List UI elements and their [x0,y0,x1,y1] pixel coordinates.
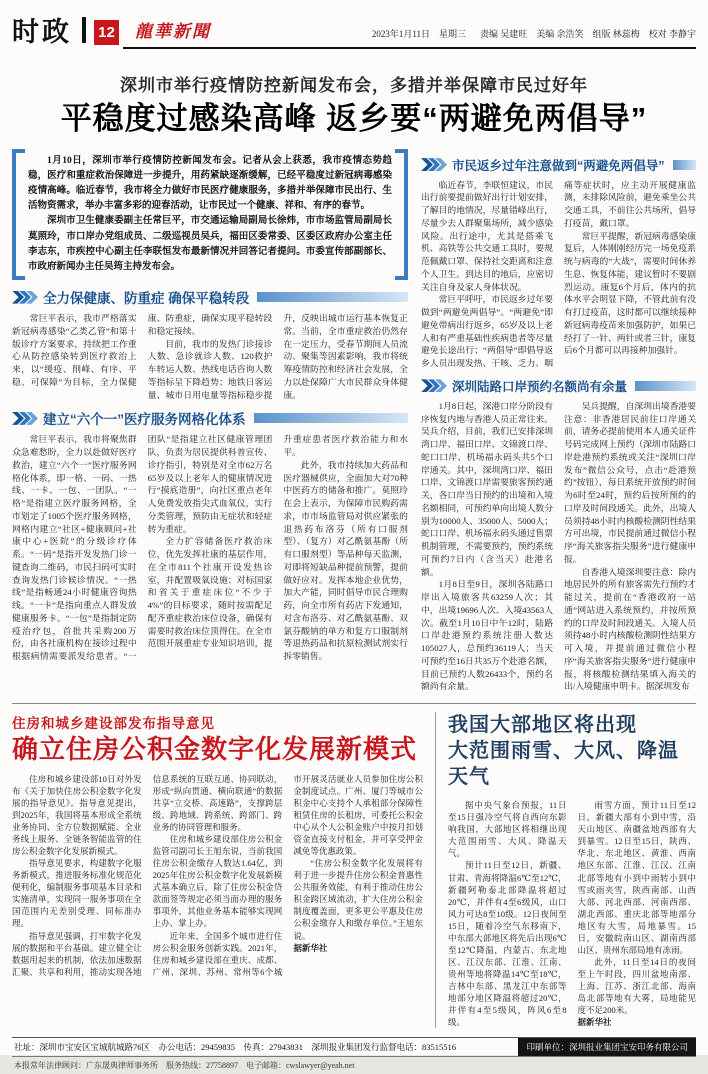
housing-kicker: 住房和城乡建设部发布指导意见 [12,716,215,732]
paragraph: 此外，我市持续加大药品和医疗器械供应，全面加大对70种中医药方的储备和推广。莫照玲在会上表示，为保障市民购药需求，市市场监管局对供应紧张的退热药布洛芬（所有口服剂型）、（复方）对乙酰氨基酚（所有口服剂型）等品种每天监测，对即将短缺品种提前预警，提前做好应对。发挥本地企业优势，加大产能，同时倡导市民合理购药，向全市所有药店下发通知，对含布洛芬、对乙酰氨基酚、双氯芬酸钠的单方和复方口服制剂等退热药品和抗原检测试剂实行拆零销售。 [283,459,408,662]
paragraph: 住房和城乡建设部10日对外发布《关于加快住房公积金数字化发展的指导意见》。指导意见提出，到2025年，我国将基本形成全系统业务协同、全方位数据赋能、全业务线上服务、全链条智能监管的住房公积金数字化发展新模式。 [12,773,142,857]
paragraph: 常巨平表示，我市将聚焦群众急难愁盼，全力以赴做好医疗救治，建立“六个一”医疗服务网格化体系，即一格、一码、一热线、一卡、一包、一团队。“一格”是指建立医疗服务网格，全市划定了1005个医疗服务网格，网格内建立“社区+健康顾问+社康中心+医院”的分级诊疗体系。“一码”是指开发发热门诊一键查询二维码，市民扫码可实时查询发热门诊候诊情况。“一热线”是指畅通24小时健康咨询热线。“一卡”是指向重点人群发放健康服务卡。“一包”是指制定防疫治疗包，首批共采购200万份，由各社康机构在接诊过程中根据病情需要派发给患者。“一团队”是指建立社区健康管理团队，负责为居民提供科普宣传、诊疗指引，特别是对全市62万名65岁及以上老年人的健康情况进行“摸底造册”，向社区重点老年人免费发放指尖式血氧仪，实行分类管理，预防由无症状和轻症转为重症。 [12,434,273,662]
lead-headline: 平稳度过感染高峰 返乡要“两避免两倡导” [60,101,648,136]
chevrons-icon [421,379,442,392]
date-line: 2023年1月11日 星期三 [371,29,466,39]
weather-body [448,799,696,1028]
section-rule [635,381,696,391]
paragraph: 常巨平呼吁，市民返乡过年要做到“两避免两倡导”。“两避免”即避免带病出行返乡，65岁及以上老人和有严重基础性疾病患者等尽量避免长途出行；“两倡导”即倡导返乡人员出现发热、干咳、乏力、咽痛等症状时，应主动开展健康监测，未排除风险前，避免乘坐公共交通工具，不前往公共场所，倡导打疫苗，戴口罩。 [421,179,696,369]
paragraph: 1月8日起，深港口岸分阶段有序恢复内地与香港人员正常往来。吴兵介绍，目前，我们已安排深圳湾口岸、福田口岸、文锦渡口岸、蛇口口岸、机场福永码头共5个口岸通关。其中，深圳湾口岸、福田口岸、文锦渡口岸需要旅客预约通关，各口岸当日预约的出境和入境名额相同，可预约单向出境人数分别为10000人、35000人、5000人；蛇口口岸、机场福永码头通过售票机制管理，不需要预约，预约系统可预约7日内（含当天）赴港名额。 [421,400,553,577]
section-body-health [12,312,408,401]
paragraph: 常巨平表示，我市严格落实新冠病毒感染“乙类乙管”和第十版诊疗方案要求，持续把工作重心从防控感染转到医疗救治上来，以“缓疫、削峰、有序、平稳、可保障”为目标，全力保健康、防重症，确保实现平稳转段和稳定接续。 [12,313,273,387]
masthead-left [12,10,119,49]
chevrons-icon [12,291,33,304]
editor-credits: 责编 吴建旺 美编 余浩笑 组版 林蕊梅 校对 李静宇 [479,29,696,39]
lead-headline-block [10,71,698,137]
section-header-port [421,377,696,395]
section-body-travel [421,179,696,370]
lead-kicker: 深圳市举行疫情防控新闻发布会，多措并举保障市民过好年 [120,76,588,95]
paragraph: 指导意见要求，构建数字化服务新模式，推进服务标准化规范化便利化，编制服务事项基本目录和实施清单，实现同一服务事项在全国范围内无差别受理、同标准办理。 [12,858,142,929]
housing-body [12,773,423,978]
chevrons-icon [12,412,33,425]
main-right-column [421,149,696,694]
section-title: 全力保健康、防重症 确保平稳转段 [43,291,250,307]
housing-article [12,712,436,1028]
section-title: 深圳陆路口岸预约名额尚有余量 [452,379,628,394]
section-header-health [12,287,408,307]
main-left-column [12,149,408,694]
main-story [12,149,696,694]
weather-article [436,712,696,1028]
paragraph: “住房公积金数字化发展将有利于进一步提升住房公积金普惠性公共服务效能，有利于推动住房公积金跨区域流动，扩大住房公积金制度覆盖面，更多更公平惠及住房公积金缴存人和缴存单位。”王旭东说。 [293,858,423,941]
paragraph: 临近春节，李联恒建议，市民出行前要提前做好出行计划安排，了解目的地情况，尽量错峰出行，尽量少去人群聚集场所，减少感染风险。出行途中，尤其是搭乘飞机、高铁等公共交通工具时，要规范佩戴口罩、保持社交距离和注意个人卫生。到达目的地后，应密切关注自身及家人身体状况。 [421,179,553,292]
paragraph: 吴兵提醒，自深圳出境香港要注意：非香港居民前往口岸通关前，请务必提前使用本人通关证件号码完成网上预约（深圳市陆路口岸赴港预约系统或关注“深圳口岸发布”微信公众号，点击“赴港预约”按钮），每日系统开放预约时间为6时至24时，预约后按所预约的口岸及时间段通关。此外，出境人员须持48小时内核酸检测阴性结果方可出境，市民提前通过微信小程序“海关旅客指尖服务”进行健康申报。 [564,400,696,564]
masthead-right [123,23,696,49]
footer-contact-info: 社址：深圳市宝安区宝城航城路76区 办公电话：29459835 传真：27943831 深圳报业集团发行监督电话：83515516 [14,1042,457,1053]
page-footer [12,1037,696,1074]
paragraph: 近年来，全国多个城市进行住房公积金服务创新实践。2021年，住房和城乡建设部在重庆、成都、广州、深圳、苏州、常州等6个城市开展灵活就业人员参加住房公积金制度试点。广州、厦门等城市公积金中心支持个人承租部分保障性租赁住房的长租房，可委托公积金中心从个人公积金账户中按月扣划资金直接支付租金，并可享受押金减免等优惠政策。 [152,773,423,977]
paragraph: 据中央气象台预报，11日至15日强冷空气将自西向东影响我国，大部地区将相继出现大范围雨雪、大风、降温天气。 [448,800,567,859]
paragraph: 预计11日至12日，新疆、甘肃、青海将降温6℃至12℃，新疆阿勒泰北部降温将超过20℃，并伴有4至6级风，山口风力可达8至10级。12日夜间至15日，随着冷空气东移南下，中东部大部地区将先后出现6℃至12℃降温，内蒙古、东北地区、江汉东部、江淮、江南、贵州等地将降温14℃至18℃，吉林中东部、黑龙江中东部等地部分地区降温将超过20℃，并伴有4至5级风，阵风6至8级。 [448,860,567,1028]
paper-logo: 龍華新聞 [135,22,211,41]
paragraph: 目前，我市的发热门诊接诊人数、急诊就诊人数、120救护车转运人数、热线电话咨询人数等指标呈下降趋势；地铁日客运量、城市日用电量等指标稳步提升，反映出城市运行基本恢复正常。当前，全市重症救治仍然存在一定压力，受春节期间人员流动、聚集等因素影响，我市将统筹疫情防控和经济社会发展，全力以赴保障广大市民群众身体健康。 [147,313,408,400]
bottom-articles [12,703,696,1028]
byline: 据新华社 [577,1017,612,1028]
masthead-divider [82,17,86,43]
paragraph: 住房和城乡建设部住房公积金监管司副司长王旭东说，当前我国住房公积金缴存人数达1.64亿，到2025年住房公积金数字化发展新模式基本确立后，除了住房公积金贷款面签等规定必须当面办理的服务事项外，其他业务基本能够实现网上办、掌上办。 [152,834,283,929]
paragraph: 雨雪方面，预计11日至12日，新疆大部有小到中雪，沿天山地区、南疆盆地西部有大到暴雪。12日至15日，陕西、华北、东北地区、黄淮、西南地区东部、江淮、江汉、江南北部等地有小到中雨转小到中雪或雨夹雪，陕西南部、山西大部、河北西部、河南西部、湖北西部、重庆北部等地部分地区有大雪，局地暴雪。15日，安徽皖南山区、湖南西部山区、贵州东部局地有冻雨。 [577,800,696,955]
paragraph: 全力扩容储备医疗救治床位，优先发挥社康的基层作用，在全市811个社康开设发热诊室，并配置吸氧设施；对标国家和省关于重症床位“不少于4%”的目标要求，随时按需配足配齐重症救治床位设备，确保有需要时救治床位顶得住。在全市范围开展重症专业知识培训，提升重症患者医疗救治能力和水平。 [147,434,408,649]
section-body-port [421,400,696,693]
footer-row-1 [12,1037,696,1057]
masthead [0,0,708,49]
weather-headline-line2: 大范围雨雪、大风、降温天气 [448,740,679,789]
paragraph: 自香港入境深圳要注意：除内地居民外的所有旅客需先行预约才能过关，提前在“香港政府一站通”网站进入系统预约，并按所预约的口岸及时间段通关。入境人员须持48小时内核酸检测阴性结果方可入境，并提前通过微信小程序“海关旅客指尖服务”进行健康申报，将核酸检测结果填入海关的出/入境健康申明卡。据深圳发布 [564,566,696,692]
section-rule [257,292,408,302]
paragraph: 指导意见强调，打牢数字化发展的数据和平台基础。建立健全让数据用起来的机制，依法加速数据汇聚、共享和利用，推动实现各地信息系统的互联互通、协同联动，形成“纵向贯通、横向联通”的数据共享“立交桥、高速路”，支撑跨层级、跨地域、跨系统、跨部门、跨业务的协同管理和服务。 [12,773,283,977]
section-header-grid [12,408,408,428]
byline: 据新华社 [293,942,328,953]
section-body-grid [12,433,408,663]
section-rule [673,160,696,170]
section-title: 市民返乡过年注意做到“两避免两倡导” [452,158,665,173]
paragraph: 常巨平提醒，新冠病毒感染康复后，人体刚刚经历完一场免疫系统与病毒的“大战”，需要时间休养生息、恢复体能，建议暂时不要剧烈运动。康复6个月后，体内的抗体水平会明显下降，不管此前有没有打过疫苗，这时都可以继续接种新冠病毒疫苗来加强防护，如果已经打了一针、两针或者三针，康复后6个月都可以再接种加强针。 [564,230,696,356]
section-title: 建立“六个一”医疗服务网格化体系 [43,412,246,428]
section-name: 时政 [12,17,72,47]
section-rule [254,413,409,423]
weather-headline [448,712,696,790]
paragraph: 深圳市卫生健康委副主任常巨平，市交通运输局副局长徐炜，市市场监管局副局长莫照玲，市口岸办党组成员、二级巡视员吴兵，福田区委常委、区委区政府办公室主任李志东，市疾控中心副主任李联恒发布最新情况并回答记者提问。市委宣传部副部长、市政府新闻办主任吴筠主持发布会。 [28,216,392,272]
footer-printer-info: 印刷单位：深圳报业集团宝安印务有限公司 [518,1038,696,1056]
paragraph: 1月8日至9日，深圳各陆路口岸出入境旅客共63259人次；其中，出境19696人次、入境43563人次。截至1月10日中午12时，陆路口岸赴港预约系统注册人数达105027人，总预约36119人；当天可预约至16日共35万个赴港名额，目前已预约人数26433个，预约名额尚有余量。 [421,579,553,692]
paragraph: 此外，11日至14日的夜间至上午时段，四川盆地南部、上海、江苏、浙江北部、海南岛北部等地有大雾，局地能见度不足200米。 [577,956,696,1016]
page-number-badge: 12 [94,20,119,45]
weather-headline-line1: 我国大部地区将出现 [448,714,637,737]
footer-row-2: 本报常年法律顾问：广东晟典律师事务所 服务热线：27758897 电子邮箱：cwslawyer@yeah.net [14,1061,355,1071]
housing-headline: 确立住房公积金数字化发展新模式 [12,734,418,765]
chevrons-icon [421,158,442,171]
paragraph: 1月10日，深圳市举行疫情防控新闻发布会。记者从会上获悉，我市疫情态势趋稳，医疗和重症救治保障进一步提升，用药紧缺逐渐缓解，已经平稳度过新冠病毒感染疫情高峰。临近春节，我市将全力做好市民医疗健康服务，多措并举保障市民出行、生活物资需求，举办丰富多彩的迎春活动，让市民过一个健康、祥和、有序的春节。 [28,155,392,212]
lead-intro-block [12,149,408,281]
masthead-credits [372,27,696,40]
section-header-travel [421,156,696,174]
